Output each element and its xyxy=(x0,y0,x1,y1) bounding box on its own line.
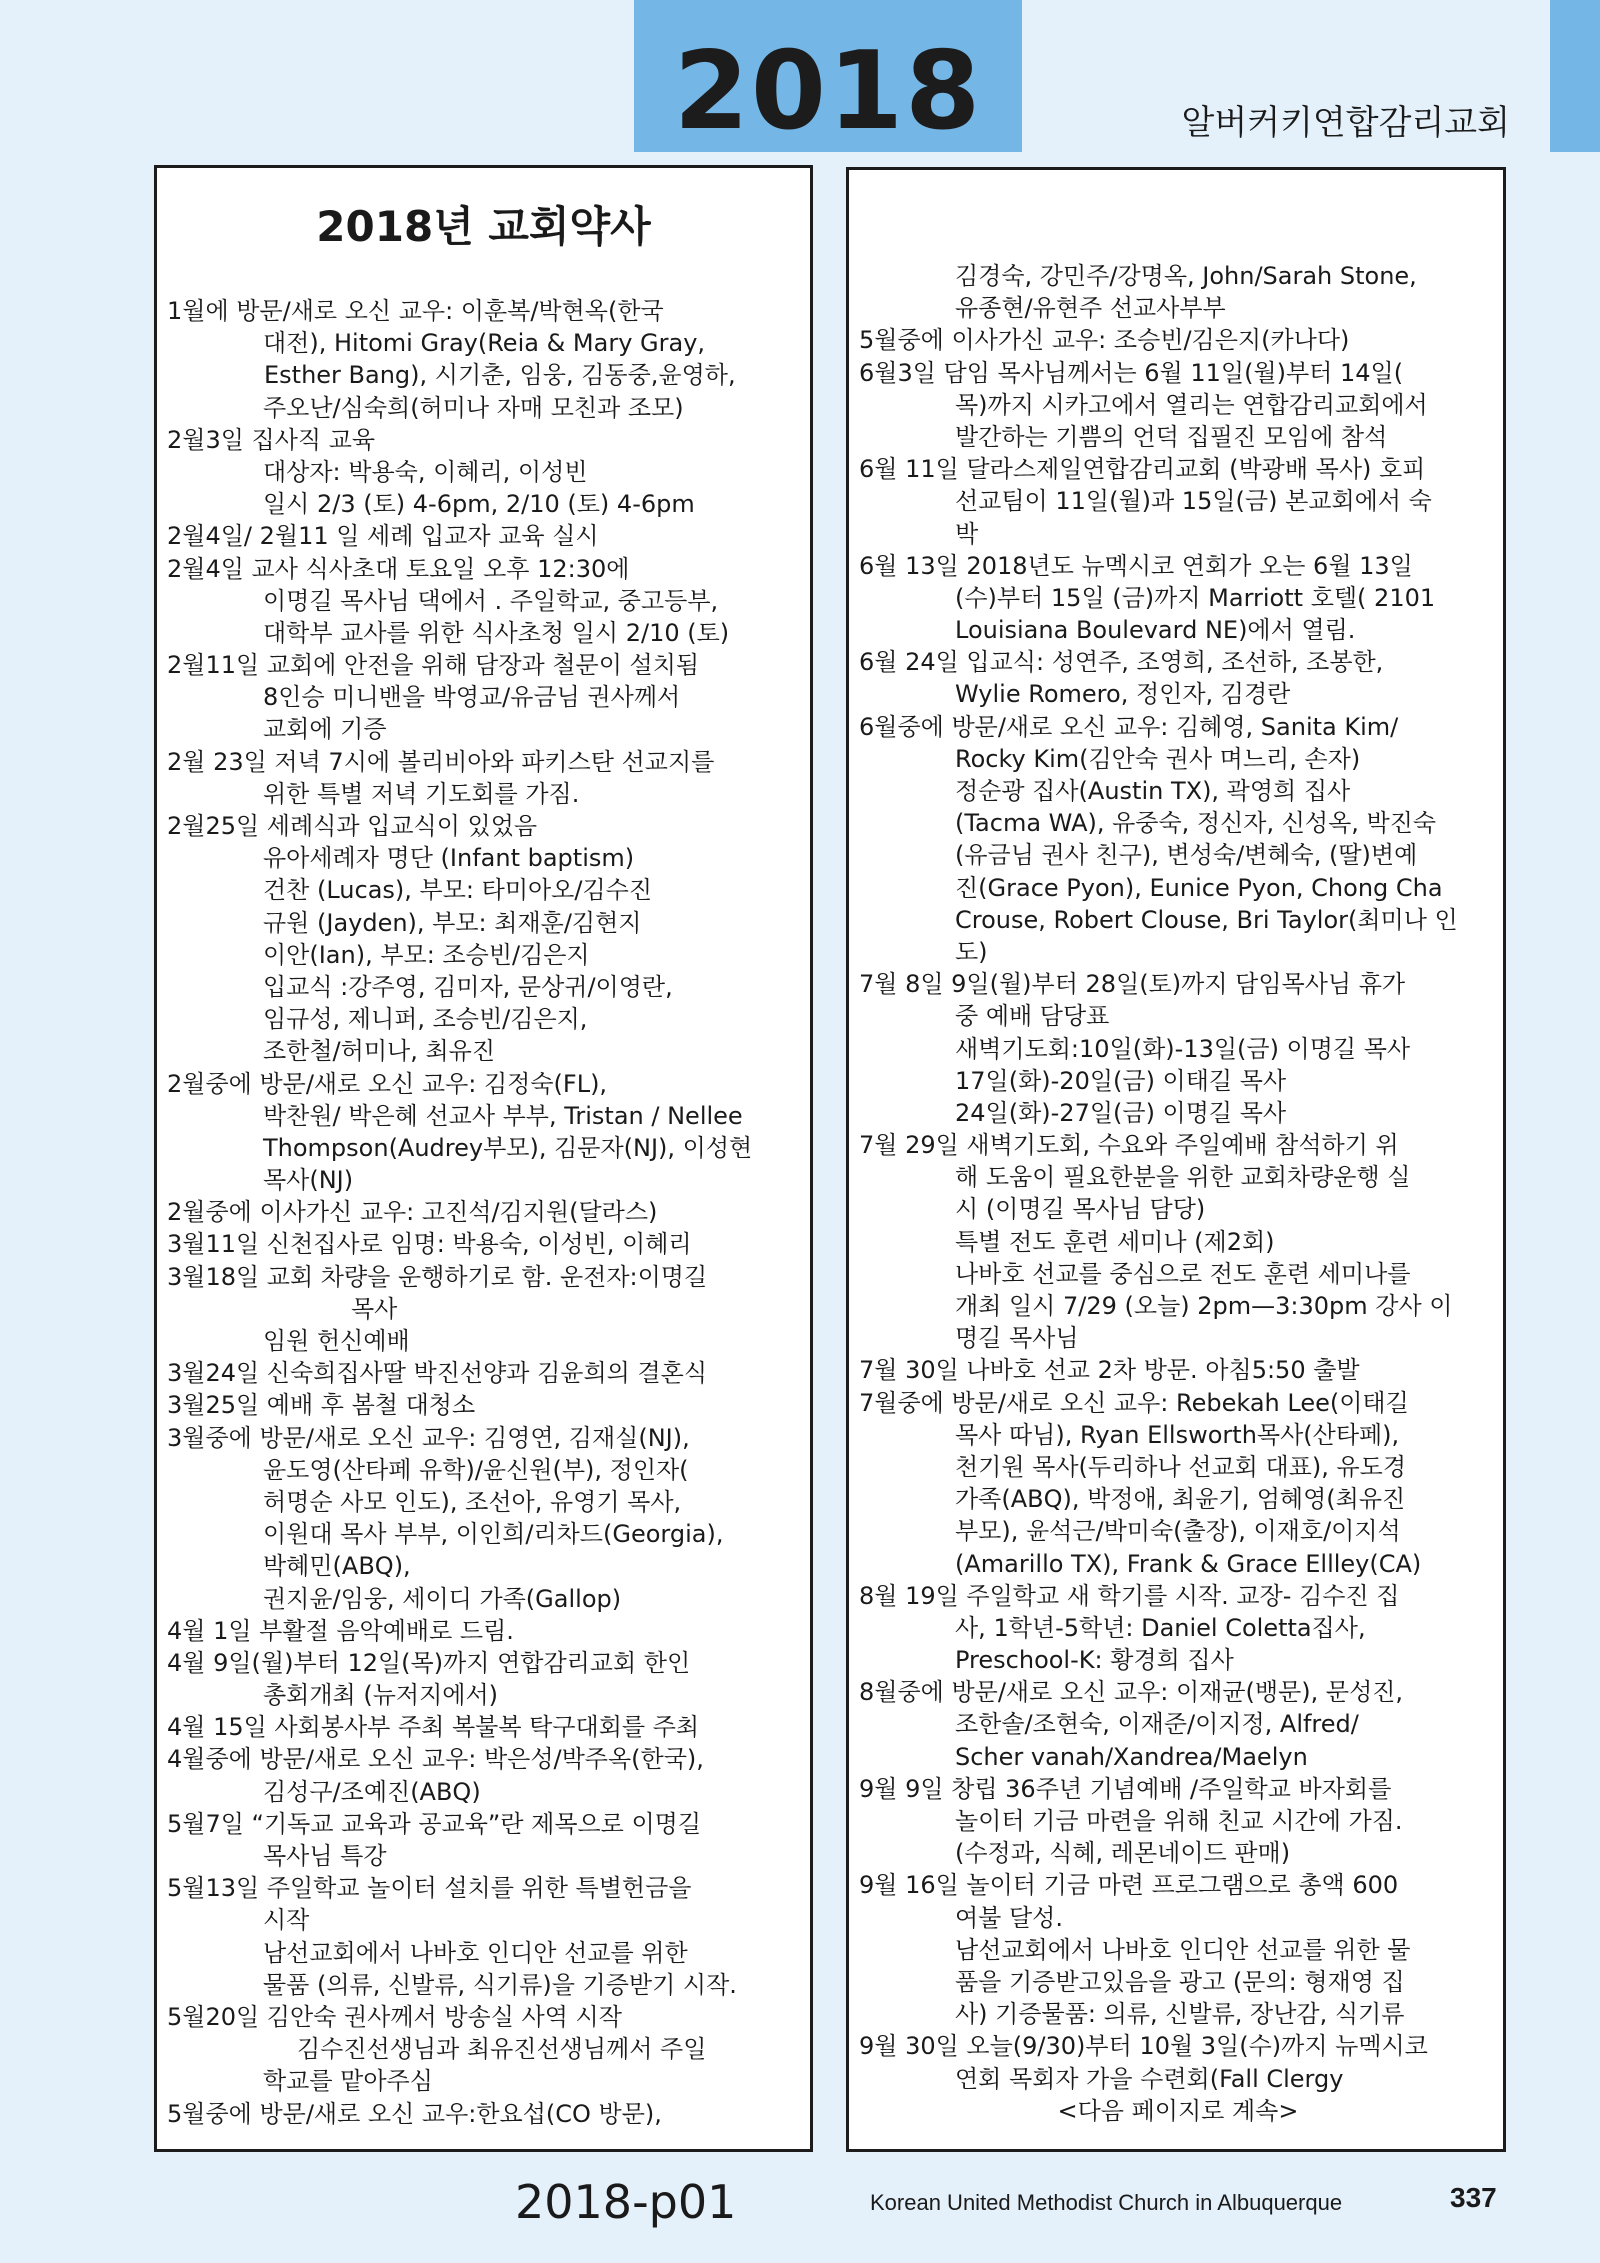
history-line: 시작 xyxy=(263,1906,310,1935)
history-line: 교회에 기증 xyxy=(263,715,387,744)
history-line: 유종현/유현주 선교사부부 xyxy=(955,294,1226,323)
history-line: 특별 전도 훈련 세미나 (제2회) xyxy=(955,1227,1275,1256)
history-line: Crouse, Robert Clouse, Bri Taylor(최미나 인 xyxy=(955,905,1458,934)
history-line: 총회개최 (뉴저지에서) xyxy=(263,1681,499,1710)
history-line: 1월에 방문/새로 오신 교우: 이훈복/박현옥(한국 xyxy=(167,297,664,325)
history-line: Thompson(Audrey부모), 김문자(NJ), 이성현 xyxy=(263,1133,753,1162)
history-line: 8월 19일 주일학교 새 학기를 시작. 교장- 김수진 집 xyxy=(859,1581,1400,1610)
history-line: (유금님 권사 친구), 변성숙/변혜숙, (딸)변예 xyxy=(955,841,1418,870)
history-line: 놀이터 기금 마련을 위해 친교 시간에 가짐. xyxy=(955,1807,1403,1835)
right-column xyxy=(846,167,1506,2152)
history-line: 규원 (Jayden), 부모: 최재훈/김현지 xyxy=(263,908,642,937)
history-line: 권지윤/임웅, 세이디 가족(Gallop) xyxy=(263,1584,622,1613)
history-line: 김경숙, 강민주/강명옥, John/Sarah Stone, xyxy=(955,262,1417,290)
history-line: 이명길 목사님 댁에서 . 주일학교, 중고등부, xyxy=(263,586,719,615)
history-line: 4월중에 방문/새로 오신 교우: 박은성/박주옥(한국), xyxy=(167,1745,704,1774)
history-line: 사) 기증물품: 의류, 신발류, 장난감, 식기류 xyxy=(955,2000,1405,2029)
history-line: 박 xyxy=(955,519,979,548)
history-line: 8월중에 방문/새로 오신 교우: 이재균(뱅문), 문성진, xyxy=(859,1678,1404,1707)
history-line: 2월중에 이사가신 교우: 고진석/김지원(달라스) xyxy=(167,1198,658,1227)
history-line: 7월 29일 새벽기도회, 수요와 주일예배 참석하기 위 xyxy=(859,1131,1399,1160)
history-line: 물품 (의류, 신발류, 식기류)을 기증받기 시작. xyxy=(263,1970,737,1999)
history-line: 6월 24일 입교식: 성연주, 조영희, 조선하, 조봉한, xyxy=(859,648,1384,677)
history-line: 선교팀이 11일(월)과 15일(금) 본교회에서 숙 xyxy=(955,487,1432,516)
history-line: 6월3일 담임 목사님께서는 6월 11일(월)부터 14일( xyxy=(859,358,1404,387)
history-line: 5월중에 방문/새로 오신 교우:한요섭(CO 방문), xyxy=(167,2099,662,2128)
history-line: 목사 따님), Ryan Ellsworth목사(산타페), xyxy=(955,1420,1400,1449)
church-name: 알버커키연합감리교회 xyxy=(1181,103,1510,143)
history-line: 24일(화)-27일(금) 이명길 목사 xyxy=(955,1098,1287,1127)
history-line: 개최 일시 7/29 (오늘) 2pm—3:30pm 강사 이 xyxy=(955,1292,1453,1320)
history-line: 나바호 선교를 중심으로 전도 훈련 세미나를 xyxy=(955,1259,1411,1288)
history-line: 2월3일 집사직 교육 xyxy=(167,425,376,454)
history-line: 남선교회에서 나바호 인디안 선교를 위한 물 xyxy=(955,1935,1411,1964)
history-line: 4월 15일 사회봉사부 주최 복불복 탁구대회를 주최 xyxy=(167,1713,700,1742)
history-line: Wylie Romero, 정인자, 김경란 xyxy=(955,680,1291,709)
history-line: 8인승 미니밴을 박영교/유금님 권사께서 xyxy=(263,683,681,712)
history-line: 이원대 목사 부부, 이인희/리차드(Georgia), xyxy=(263,1520,724,1549)
history-line: 3월25일 예배 후 봄철 대청소 xyxy=(167,1391,476,1420)
history-line: 대상자: 박용숙, 이혜리, 이성빈 xyxy=(263,457,588,486)
history-line: 2월중에 방문/새로 오신 교우: 김정숙(FL), xyxy=(167,1069,608,1098)
history-line: 위한 특별 저녁 기도회를 가짐. xyxy=(263,779,580,808)
history-line: 7월 8일 9일(월)부터 28일(토)까지 담임목사님 휴가 xyxy=(859,970,1406,999)
history-line: 목사(NJ) xyxy=(263,1166,354,1195)
history-line: 목사님 특강 xyxy=(263,1842,387,1870)
history-line: 박혜민(ABQ), xyxy=(263,1552,411,1581)
left-entries xyxy=(167,295,804,2130)
history-line: 해 도움이 필요한분을 위한 교회차량운행 실 xyxy=(955,1163,1411,1192)
history-line: 7월 30일 나바호 선교 2차 방문. 아침5:50 출발 xyxy=(859,1356,1360,1385)
history-line: (수)부터 15일 (금)까지 Marriott 호텔( 2101 xyxy=(955,583,1436,612)
history-line: 3월24일 신숙희집사딸 박진선양과 김윤희의 결혼식 xyxy=(167,1359,708,1388)
footer-page-number: 337 xyxy=(1450,2182,1497,2213)
year-heading: 2018 xyxy=(673,29,983,154)
history-line: 천기원 목사(두리하나 선교회 대표), 유도경 xyxy=(955,1452,1406,1481)
history-line: 2월11일 교회에 안전을 위해 담장과 철문이 설치됨 xyxy=(167,651,700,680)
history-line: 5월13일 주일학교 놀이터 설치를 위한 특별헌금을 xyxy=(167,1874,692,1903)
history-line: 3월중에 방문/새로 오신 교우: 김영연, 김재실(NJ), xyxy=(167,1423,690,1452)
history-line: 2월4일/ 2월11 일 세례 입교자 교육 실시 xyxy=(167,522,599,551)
history-line: <다음 페이지로 계속> xyxy=(1057,2096,1299,2125)
history-line: 사, 1학년-5학년: Daniel Coletta집사, xyxy=(955,1613,1366,1642)
history-line: 대전), Hitomi Gray(Reia & Mary Gray, xyxy=(263,329,706,358)
history-line: 주오난/심숙희(허미나 자매 모친과 조모) xyxy=(263,393,684,422)
history-line: 목사 xyxy=(351,1294,398,1323)
history-line: 김성구/조예진(ABQ) xyxy=(263,1777,481,1806)
history-line: 2월 23일 저녁 7시에 볼리비아와 파키스탄 선교지를 xyxy=(167,747,715,776)
history-line: 3월11일 신천집사로 임명: 박용숙, 이성빈, 이혜리 xyxy=(167,1230,692,1259)
history-line: 이안(Ian), 부모: 조승빈/김은지 xyxy=(263,940,590,969)
history-line: 2월25일 세례식과 입교식이 있었음 xyxy=(167,812,538,840)
history-line: 일시 2/3 (토) 4-6pm, 2/10 (토) 4-6pm xyxy=(263,490,695,519)
history-line: (Amarillo TX), Frank & Grace Ellley(CA) xyxy=(955,1549,1422,1578)
history-line: 박찬원/ 박은혜 선교사 부부, Tristan / Nellee xyxy=(263,1101,743,1130)
history-line: 학교를 맡아주심 xyxy=(263,2067,433,2096)
history-line: 목)까지 시카고에서 열리는 연합감리교회에서 xyxy=(955,390,1428,419)
history-line: 진(Grace Pyon), Eunice Pyon, Chong Cha xyxy=(955,873,1443,902)
edge-tab xyxy=(1550,0,1600,152)
history-line: 건찬 (Lucas), 부모: 타미아오/김수진 xyxy=(263,876,653,905)
history-line: 5월20일 김안숙 권사께서 방송실 사역 시작 xyxy=(167,2002,622,2031)
right-entries xyxy=(859,260,1497,2127)
footer-page-label: 2018-p01 xyxy=(515,2175,737,2229)
history-line: 입교식 :강주영, 김미자, 문상귀/이영란, xyxy=(263,972,673,1001)
history-line: 허명순 사모 인도), 조선아, 유영기 목사, xyxy=(263,1487,682,1516)
history-line: 윤도영(산타페 유학)/윤신원(부), 정인자( xyxy=(263,1455,689,1484)
history-line: 조한솔/조현숙, 이재준/이지정, Alfred/ xyxy=(955,1710,1359,1739)
history-line: Rocky Kim(김안숙 권사 며느리, 손자) xyxy=(955,744,1361,773)
history-line: 임원 헌신예배 xyxy=(263,1327,410,1355)
history-line: 시 (이명길 목사님 담당) xyxy=(955,1195,1206,1224)
history-line: Esther Bang), 시기춘, 임웅, 김동중,윤영하, xyxy=(264,361,736,390)
history-line: 가족(ABQ), 박정애, 최윤기, 엄혜영(최유진 xyxy=(955,1485,1406,1514)
history-line: 여불 달성. xyxy=(955,1903,1063,1932)
history-line: 연회 목회자 가을 수련회(Fall Clergy xyxy=(955,2064,1344,2093)
history-line: 17일(화)-20일(금) 이태길 목사 xyxy=(955,1066,1287,1095)
history-line: 도) xyxy=(955,937,988,966)
history-line: 5월중에 이사가신 교우: 조승빈/김은지(카나다) xyxy=(859,326,1350,355)
history-line: 6월 11일 달라스제일연합감리교회 (박광배 목사) 호피 xyxy=(859,455,1426,484)
history-line: 임규성, 제니퍼, 조승빈/김은지, xyxy=(263,1005,588,1034)
footer-church-name: Korean United Methodist Church in Albuquerque xyxy=(870,2190,1343,2215)
history-line: 정순광 집사(Austin TX), 곽영희 집사 xyxy=(955,777,1351,805)
history-line: 4월 1일 부활절 음악예배로 드림. xyxy=(167,1616,514,1645)
history-line: 남선교회에서 나바호 인디안 선교를 위한 xyxy=(263,1938,688,1967)
history-line: 조한철/허미나, 최유진 xyxy=(263,1037,495,1066)
history-line: (수정과, 식혜, 레몬네이드 판매) xyxy=(955,1839,1291,1868)
history-line: 4월 9일(월)부터 12일(목)까지 연합감리교회 한인 xyxy=(167,1648,691,1677)
history-line: 부모), 윤석근/박미숙(출장), 이재호/이지석 xyxy=(955,1517,1401,1546)
history-line: 명길 목사님 xyxy=(955,1324,1079,1353)
history-line: 대학부 교사를 위한 식사초청 일시 2/10 (토) xyxy=(263,618,730,647)
history-line: 유아세례자 명단 (Infant baptism) xyxy=(263,844,635,873)
history-line: Scher vanah/Xandrea/Maelyn xyxy=(955,1742,1308,1771)
history-line: 9월 30일 오늘(9/30)부터 10월 3일(수)까지 뉴멕시코 xyxy=(859,2032,1428,2061)
history-line: 3월18일 교회 차량을 운행하기로 함. 운전자:이명길 xyxy=(167,1262,708,1291)
history-line: (Tacma WA), 유중숙, 정신자, 신성옥, 박진숙 xyxy=(955,809,1437,838)
column-title: 2018년 교회약사 xyxy=(316,202,651,251)
history-line: 2월4일 교사 식사초대 토요일 오후 12:30에 xyxy=(167,554,630,583)
history-line: 9월 16일 놀이터 기금 마련 프로그램으로 총액 600 xyxy=(859,1871,1399,1900)
history-line: Louisiana Boulevard NE)에서 열림. xyxy=(955,616,1356,645)
history-line: 발간하는 기쁨의 언덕 집필진 모임에 참석 xyxy=(955,422,1388,451)
history-line: 새벽기도회:10일(화)-13일(금) 이명길 목사 xyxy=(955,1034,1411,1063)
history-line: 김수진선생님과 최유진선생님께서 주일 xyxy=(297,2035,707,2064)
history-line: 7월중에 방문/새로 오신 교우: Rebekah Lee(이태길 xyxy=(859,1388,1409,1417)
history-line: 9월 9일 창립 36주년 기념예배 /주일학교 바자회를 xyxy=(859,1774,1392,1803)
history-line: 6월 13일 2018년도 뉴멕시코 연회가 오는 6월 13일 xyxy=(859,551,1413,580)
history-line: 6월중에 방문/새로 오신 교우: 김혜영, Sanita Kim/ xyxy=(859,712,1399,741)
left-column xyxy=(154,165,813,2152)
history-line: Preschool-K: 황경희 집사 xyxy=(955,1646,1234,1675)
history-line: 품을 기증받고있음을 광고 (문의: 형재영 집 xyxy=(955,1967,1405,1996)
history-line: 중 예배 담당표 xyxy=(955,1002,1110,1031)
history-line: 5월7일 “기독교 교육과 공교육”란 제목으로 이명길 xyxy=(167,1809,702,1838)
